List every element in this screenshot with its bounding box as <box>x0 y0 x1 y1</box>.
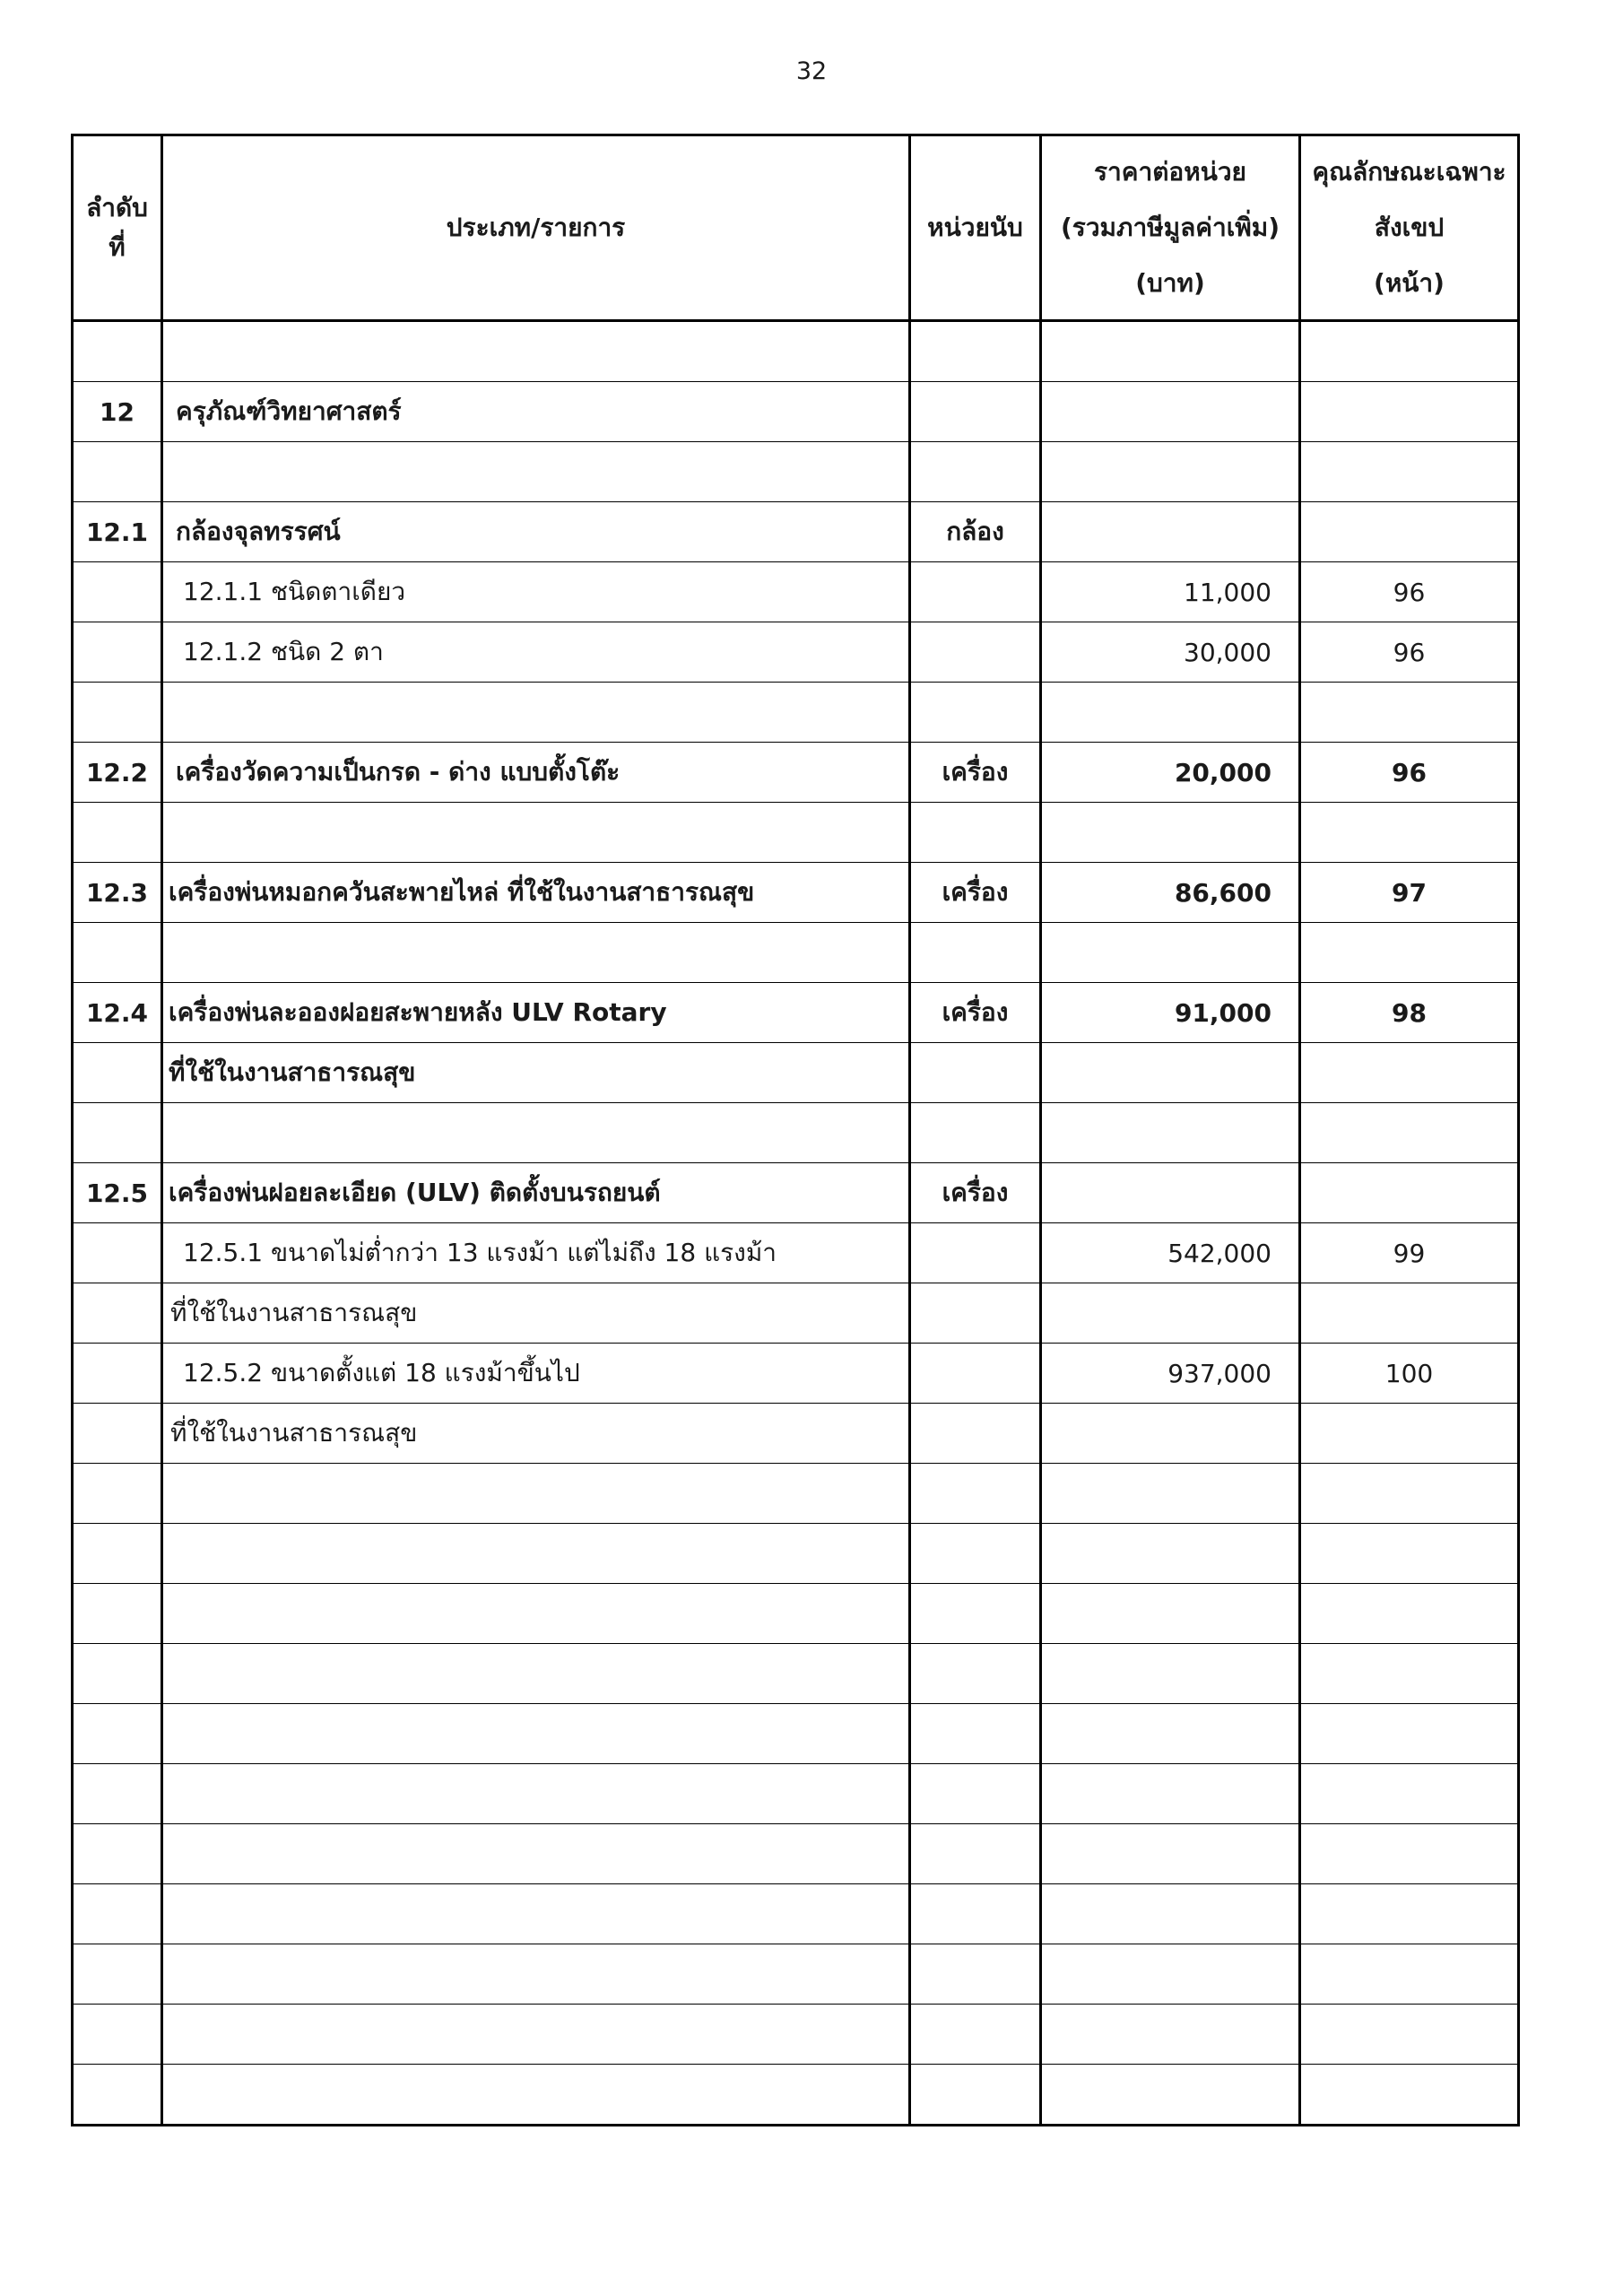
cell-seq <box>73 1283 162 1344</box>
cell-item: ที่ใช้ในงานสาธารณสุข <box>162 1283 910 1344</box>
cell-spec <box>1300 1704 1519 1764</box>
cell-spec <box>1300 923 1519 983</box>
cell-price: 11,000 <box>1041 562 1300 622</box>
cell-seq: 12.1 <box>73 502 162 562</box>
cell-price <box>1041 502 1300 562</box>
cell-spec <box>1300 683 1519 743</box>
cell-item <box>162 1524 910 1584</box>
cell-seq: 12.5 <box>73 1163 162 1223</box>
header-spec-line-1: คุณลักษณะเฉพาะ <box>1312 157 1506 187</box>
cell-unit <box>910 622 1041 683</box>
cell-unit: เครื่อง <box>910 743 1041 803</box>
table-row <box>73 803 1519 863</box>
cell-seq <box>73 622 162 683</box>
cell-price <box>1041 1464 1300 1524</box>
cell-price: 20,000 <box>1041 743 1300 803</box>
table-row <box>73 863 1519 923</box>
cell-item <box>162 1464 910 1524</box>
cell-seq <box>73 2005 162 2065</box>
header-item: ประเภท/รายการ <box>162 135 910 321</box>
table-row <box>73 1464 1519 1524</box>
cell-seq <box>73 1464 162 1524</box>
cell-spec <box>1300 1464 1519 1524</box>
cell-item: เครื่องพ่นฝอยละเอียด (ULV) ติดตั้งบนรถยนต์ <box>162 1163 910 1223</box>
cell-spec: 96 <box>1300 622 1519 683</box>
cell-unit <box>910 1584 1041 1644</box>
cell-unit <box>910 2065 1041 2126</box>
table-row <box>73 2005 1519 2065</box>
table-body <box>73 321 1519 2126</box>
cell-seq <box>73 321 162 382</box>
price-table <box>71 134 1520 2126</box>
cell-seq <box>73 923 162 983</box>
header-price-line-2: (รวมภาษีมูลค่าเพิ่ม) <box>1060 213 1280 242</box>
table-row <box>73 1103 1519 1163</box>
cell-seq <box>73 1704 162 1764</box>
cell-unit <box>910 1884 1041 1944</box>
cell-price <box>1041 1824 1300 1884</box>
header-spec-line-3: (หน้า) <box>1374 268 1445 298</box>
cell-price <box>1041 803 1300 863</box>
cell-item <box>162 1584 910 1644</box>
table-row <box>73 1524 1519 1584</box>
cell-price <box>1041 683 1300 743</box>
cell-unit <box>910 803 1041 863</box>
cell-spec <box>1300 502 1519 562</box>
cell-item: 12.5.1 ขนาดไม่ต่ำกว่า 13 แรงม้า แต่ไม่ถึง 18 แรงม้า <box>162 1223 910 1283</box>
cell-item: 12.1.1 ชนิดตาเดียว <box>162 562 910 622</box>
cell-item: เครื่องวัดความเป็นกรด - ด่าง แบบตั้งโต๊ะ <box>162 743 910 803</box>
cell-spec: 99 <box>1300 1223 1519 1283</box>
table-row <box>73 2065 1519 2126</box>
table-row <box>73 1884 1519 1944</box>
cell-unit <box>910 321 1041 382</box>
cell-unit <box>910 1644 1041 1704</box>
cell-spec: 96 <box>1300 743 1519 803</box>
header-spec <box>1300 135 1519 321</box>
table-row <box>73 1163 1519 1223</box>
cell-spec: 97 <box>1300 863 1519 923</box>
page-number: 32 <box>795 57 828 85</box>
cell-price <box>1041 1043 1300 1103</box>
cell-spec <box>1300 1764 1519 1824</box>
cell-seq <box>73 442 162 502</box>
cell-item <box>162 803 910 863</box>
cell-seq <box>73 2065 162 2126</box>
table-row <box>73 1764 1519 1824</box>
cell-seq: 12.4 <box>73 983 162 1043</box>
cell-spec <box>1300 1524 1519 1584</box>
table-header <box>73 135 1519 321</box>
table-row <box>73 1944 1519 2005</box>
cell-item: เครื่องพ่นละอองฝอยสะพายหลัง ULV Rotary <box>162 983 910 1043</box>
table-row <box>73 1223 1519 1283</box>
cell-unit <box>910 2005 1041 2065</box>
table-row <box>73 683 1519 743</box>
cell-seq <box>73 683 162 743</box>
cell-item: 12.1.2 ชนิด 2 ตา <box>162 622 910 683</box>
cell-spec <box>1300 1283 1519 1344</box>
cell-item <box>162 2065 910 2126</box>
cell-unit: เครื่อง <box>910 1163 1041 1223</box>
cell-spec <box>1300 321 1519 382</box>
cell-spec <box>1300 1824 1519 1884</box>
table-row <box>73 1644 1519 1704</box>
table-row <box>73 622 1519 683</box>
table-row <box>73 1584 1519 1644</box>
cell-price <box>1041 1103 1300 1163</box>
cell-unit <box>910 1283 1041 1344</box>
cell-unit <box>910 1103 1041 1163</box>
cell-spec <box>1300 1163 1519 1223</box>
cell-seq: 12 <box>73 382 162 442</box>
cell-price: 30,000 <box>1041 622 1300 683</box>
cell-unit <box>910 923 1041 983</box>
cell-unit <box>910 1043 1041 1103</box>
cell-spec <box>1300 803 1519 863</box>
cell-spec: 100 <box>1300 1344 1519 1404</box>
table-row <box>73 1043 1519 1103</box>
table-row <box>73 743 1519 803</box>
cell-unit <box>910 382 1041 442</box>
cell-item <box>162 1824 910 1884</box>
cell-item <box>162 923 910 983</box>
cell-item <box>162 2005 910 2065</box>
cell-unit <box>910 1344 1041 1404</box>
cell-price: 542,000 <box>1041 1223 1300 1283</box>
cell-price: 937,000 <box>1041 1344 1300 1404</box>
cell-unit: เครื่อง <box>910 983 1041 1043</box>
table-row <box>73 562 1519 622</box>
header-row <box>73 135 1519 321</box>
cell-spec <box>1300 442 1519 502</box>
cell-seq <box>73 803 162 863</box>
cell-unit <box>910 1223 1041 1283</box>
cell-unit <box>910 1404 1041 1464</box>
cell-seq <box>73 1344 162 1404</box>
cell-item <box>162 1764 910 1824</box>
cell-unit <box>910 1464 1041 1524</box>
cell-item <box>162 683 910 743</box>
table-row <box>73 1704 1519 1764</box>
cell-unit: กล้อง <box>910 502 1041 562</box>
cell-item <box>162 321 910 382</box>
table-row <box>73 382 1519 442</box>
cell-seq <box>73 1043 162 1103</box>
cell-spec <box>1300 382 1519 442</box>
cell-unit <box>910 1764 1041 1824</box>
header-unit: หน่วยนับ <box>910 135 1041 321</box>
cell-unit <box>910 1524 1041 1584</box>
cell-seq <box>73 1404 162 1464</box>
cell-price <box>1041 2005 1300 2065</box>
cell-seq <box>73 1584 162 1644</box>
cell-item <box>162 1704 910 1764</box>
cell-seq <box>73 1524 162 1584</box>
cell-seq: 12.2 <box>73 743 162 803</box>
cell-spec <box>1300 1584 1519 1644</box>
cell-item <box>162 1103 910 1163</box>
cell-price <box>1041 382 1300 442</box>
cell-price <box>1041 2065 1300 2126</box>
cell-unit <box>910 1704 1041 1764</box>
cell-item <box>162 1884 910 1944</box>
header-seq-line-2: ที่ <box>108 232 126 262</box>
cell-price <box>1041 1764 1300 1824</box>
cell-item <box>162 1944 910 2005</box>
cell-seq <box>73 1884 162 1944</box>
table-row <box>73 1344 1519 1404</box>
cell-price <box>1041 1704 1300 1764</box>
cell-spec: 98 <box>1300 983 1519 1043</box>
header-price-line-3: (บาท) <box>1135 268 1205 298</box>
header-seq-line-1: ลำดับ <box>86 193 148 222</box>
cell-price <box>1041 1644 1300 1704</box>
cell-price: 86,600 <box>1041 863 1300 923</box>
cell-seq <box>73 1644 162 1704</box>
cell-price <box>1041 1404 1300 1464</box>
cell-unit <box>910 562 1041 622</box>
cell-spec <box>1300 1103 1519 1163</box>
cell-item: ที่ใช้ในงานสาธารณสุข <box>162 1404 910 1464</box>
cell-price <box>1041 923 1300 983</box>
cell-spec <box>1300 1043 1519 1103</box>
cell-price <box>1041 1944 1300 2005</box>
cell-item: ครุภัณฑ์วิทยาศาสตร์ <box>162 382 910 442</box>
cell-price <box>1041 1283 1300 1344</box>
cell-seq <box>73 1103 162 1163</box>
cell-item: กล้องจุลทรรศน์ <box>162 502 910 562</box>
cell-unit <box>910 1944 1041 2005</box>
header-spec-line-2: สังเขป <box>1374 213 1445 242</box>
header-seq <box>73 135 162 321</box>
cell-price <box>1041 1163 1300 1223</box>
cell-spec <box>1300 1644 1519 1704</box>
cell-price <box>1041 1884 1300 1944</box>
cell-spec <box>1300 1404 1519 1464</box>
cell-spec <box>1300 2065 1519 2126</box>
table-row <box>73 1404 1519 1464</box>
table-row <box>73 502 1519 562</box>
cell-seq <box>73 1223 162 1283</box>
cell-seq: 12.3 <box>73 863 162 923</box>
cell-seq <box>73 1944 162 2005</box>
cell-item: 12.5.2 ขนาดตั้งแต่ 18 แรงม้าขึ้นไป <box>162 1344 910 1404</box>
table-row <box>73 1283 1519 1344</box>
cell-unit: เครื่อง <box>910 863 1041 923</box>
cell-price <box>1041 442 1300 502</box>
cell-item: ที่ใช้ในงานสาธารณสุข <box>162 1043 910 1103</box>
table-row <box>73 442 1519 502</box>
cell-price <box>1041 1584 1300 1644</box>
cell-seq <box>73 1824 162 1884</box>
cell-unit <box>910 1824 1041 1884</box>
table-row <box>73 1824 1519 1884</box>
cell-item <box>162 442 910 502</box>
cell-price <box>1041 321 1300 382</box>
cell-seq <box>73 1764 162 1824</box>
cell-spec <box>1300 1884 1519 1944</box>
cell-spec <box>1300 2005 1519 2065</box>
cell-price: 91,000 <box>1041 983 1300 1043</box>
table-row <box>73 321 1519 382</box>
cell-item: เครื่องพ่นหมอกควันสะพายไหล่ ที่ใช้ในงานสาธารณสุข <box>162 863 910 923</box>
table-row <box>73 923 1519 983</box>
cell-seq <box>73 562 162 622</box>
cell-unit <box>910 683 1041 743</box>
cell-spec <box>1300 1944 1519 2005</box>
cell-price <box>1041 1524 1300 1584</box>
cell-spec: 96 <box>1300 562 1519 622</box>
cell-unit <box>910 442 1041 502</box>
header-price <box>1041 135 1300 321</box>
header-price-line-1: ราคาต่อหน่วย <box>1094 157 1246 187</box>
cell-item <box>162 1644 910 1704</box>
table-row <box>73 983 1519 1043</box>
